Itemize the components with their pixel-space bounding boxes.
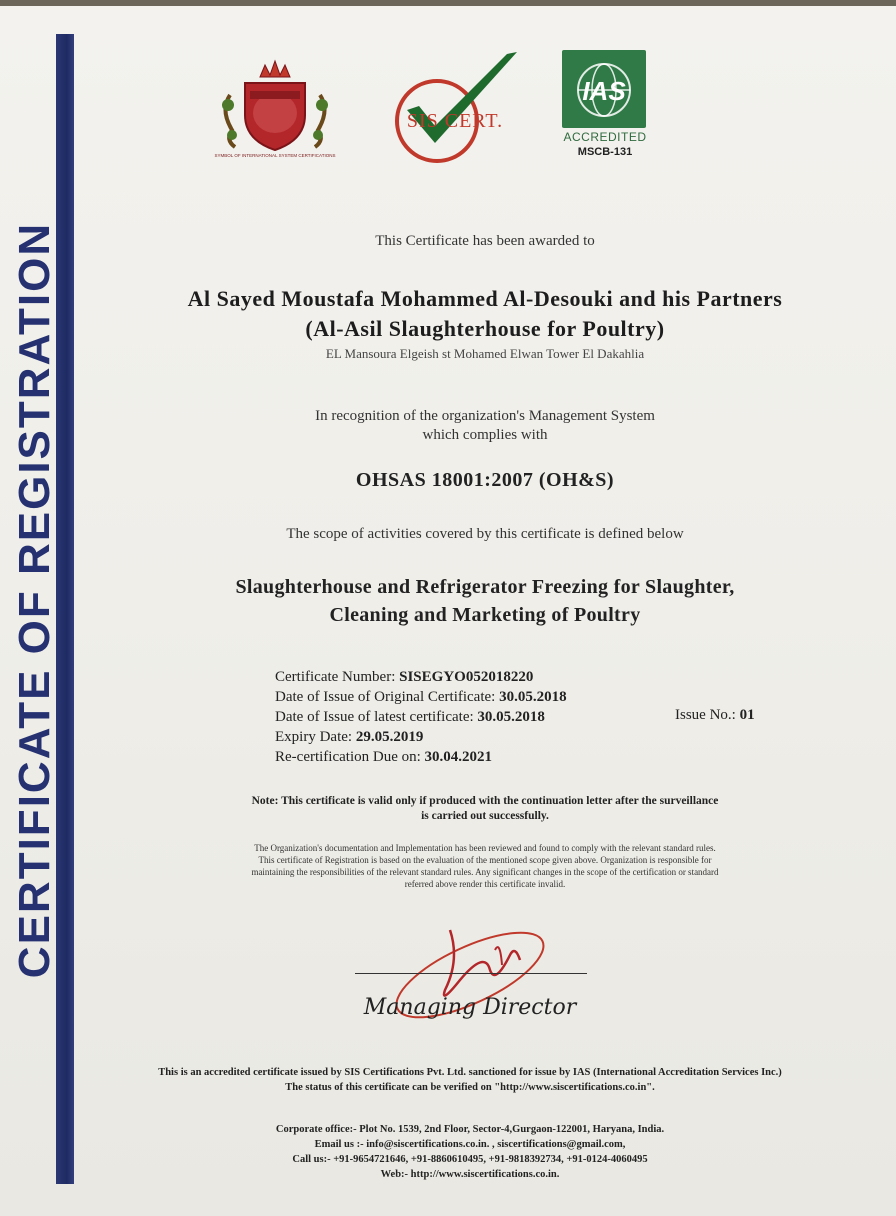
cert-number-row bbox=[275, 667, 795, 687]
signature-line bbox=[355, 973, 587, 974]
latest-issue-label: Date of Issue of latest certificate: bbox=[275, 709, 474, 725]
crown-shield-logo bbox=[210, 55, 340, 165]
standard: OHSAS 18001:2007 (OH&S) bbox=[355, 469, 615, 491]
org-name-line2: (Al-Asil Slaughterhouse for Poultry) bbox=[305, 316, 665, 341]
footer-office: Corporate office:- Plot No. 1539, 2nd Floor, Sector-4,Gurgaon-122001, Haryana, India. bbox=[275, 1124, 665, 1135]
scope-line2: Cleaning and Marketing of Poultry bbox=[329, 604, 641, 626]
sis-cert-logo bbox=[385, 48, 525, 168]
org-name-line1: Al Sayed Moustafa Mohammed Al-Desouki and his Partners bbox=[187, 286, 783, 311]
expiry-row bbox=[275, 727, 795, 747]
fine-print-line1: The Organization's documentation and Implementation has been reviewed and found to comply with the relevant standard rules. bbox=[254, 843, 716, 853]
ias-logo bbox=[558, 48, 652, 166]
recert: 30.04.2021 bbox=[424, 749, 493, 765]
logo1-tagline: SYMBOL OF INTERNATIONAL SYSTEM CERTIFICATIONS bbox=[214, 153, 336, 158]
accreditation-footer bbox=[60, 1065, 880, 1095]
checkmark-seal-icon bbox=[385, 48, 525, 168]
issue-no: 01 bbox=[739, 707, 755, 723]
original-issue: 30.05.2018 bbox=[499, 689, 567, 705]
ias-code: MSCB-131 bbox=[577, 146, 633, 158]
note-line2: is carried out successfully. bbox=[421, 810, 549, 822]
cert-number-label: Certificate Number: bbox=[275, 669, 396, 685]
expiry-label: Expiry Date: bbox=[275, 729, 353, 745]
fine-print-line2: This certificate of Registration is based on the evaluation of the mentioned scope given above. Organization is responsible for bbox=[258, 855, 712, 865]
ias-brand: IAS bbox=[582, 76, 626, 106]
original-issue-row bbox=[275, 687, 795, 707]
scope-intro: The scope of activities covered by this certificate is defined below bbox=[286, 526, 684, 542]
footer-email: Email us :- info@siscertifications.co.in. , siscertifications@gmail.com, bbox=[314, 1139, 626, 1150]
sis-cert-text: SIS CERT. bbox=[406, 110, 504, 132]
recert-label: Re-certification Due on: bbox=[275, 749, 421, 765]
expiry: 29.05.2019 bbox=[355, 729, 424, 745]
footer-line1: This is an accredited certificate issued by SIS Certifications Pvt. Ltd. sanctioned for issue by IAS (International Accreditation Services Inc.) bbox=[158, 1067, 782, 1078]
recert-row bbox=[275, 747, 795, 767]
recognition-line1: In recognition of the organization's Management System bbox=[315, 408, 655, 424]
original-issue-label: Date of Issue of Original Certificate: bbox=[275, 689, 496, 705]
contact-footer bbox=[100, 1122, 840, 1182]
fine-print-line4: referred above render this certificate invalid. bbox=[404, 879, 566, 889]
footer-web: Web:- http://www.siscertifications.co.in. bbox=[380, 1169, 560, 1180]
ias-accredited: ACCREDITED bbox=[563, 130, 647, 144]
issue-no-label: Issue No.: bbox=[675, 707, 736, 723]
recognition-line2: which complies with bbox=[422, 427, 548, 443]
note-line1: Note: This certificate is valid only if produced with the continuation letter after the surveillance bbox=[251, 795, 719, 807]
ias-box bbox=[562, 50, 646, 128]
latest-issue: 30.05.2018 bbox=[477, 709, 545, 725]
award-line: This Certificate has been awarded to bbox=[375, 233, 595, 249]
scope-line1: Slaughterhouse and Refrigerator Freezing for Slaughter, bbox=[235, 576, 735, 598]
vertical-title: CERTIFICATE OF REGISTRATION bbox=[10, 221, 59, 979]
footer-phone: Call us:- +91-9654721646, +91-8860610495, +91-9818392734, +91-0124-4060495 bbox=[292, 1154, 648, 1165]
issue-no-row bbox=[675, 707, 755, 724]
cert-number: SISEGYO052018220 bbox=[399, 669, 534, 685]
crown-shield-icon bbox=[210, 55, 340, 155]
org-address: EL Mansoura Elgeish st Mohamed Elwan Tower El Dakahlia bbox=[325, 346, 645, 361]
footer-line2: The status of this certificate can be verified on "http://www.siscertifications.co.in". bbox=[285, 1082, 655, 1093]
fine-print-line3: maintaining the responsibilities of the relevant standard rules. Any significant changes in the scope of the certification or standard bbox=[251, 867, 719, 877]
top-shadow-band bbox=[0, 0, 896, 6]
signature-title: Managing Director bbox=[363, 995, 577, 1020]
